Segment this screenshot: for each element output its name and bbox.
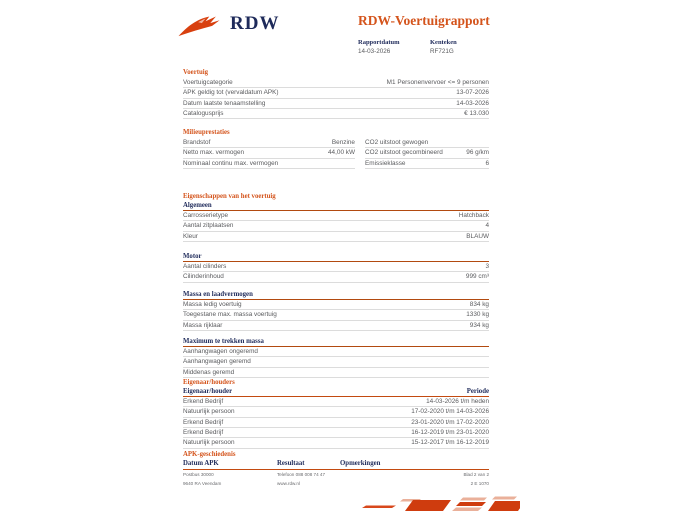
report-title: RDW-Voertuigrapport bbox=[358, 13, 490, 28]
report-date-value: 14-03-2026 bbox=[358, 48, 391, 55]
table-row bbox=[365, 159, 489, 169]
owner-type: Natuurlijk persoon bbox=[183, 439, 235, 447]
row-label: Nominaal continu max. vermogen bbox=[183, 159, 279, 167]
owner-period: 15-12-2017 t/m 16-12-2019 bbox=[411, 439, 489, 447]
milieu-columns bbox=[183, 138, 489, 169]
row-value: 3 bbox=[485, 263, 489, 271]
table-row bbox=[183, 272, 489, 282]
row-label: Aantal zitplaatsen bbox=[183, 222, 234, 230]
row-value: 13-07-2026 bbox=[456, 89, 489, 97]
row-label: Carrosserietype bbox=[183, 212, 229, 219]
row-label: CO2 uitstoot gewogen bbox=[365, 139, 429, 146]
table-row bbox=[183, 221, 489, 231]
row-label: Aantal cilinders bbox=[183, 263, 227, 271]
milieu-right-column bbox=[365, 138, 489, 169]
footer-address-1: Postbus 30000 bbox=[183, 472, 214, 477]
motor-rows bbox=[183, 262, 489, 283]
table-row bbox=[183, 78, 489, 88]
footer-line-2 bbox=[183, 481, 489, 486]
row-label: APK geldig tot (vervaldatum APK) bbox=[183, 89, 279, 97]
table-row bbox=[183, 438, 489, 448]
row-label: Catalogusprijs bbox=[183, 110, 224, 118]
section-title: Eigenschappen van het voertuig bbox=[183, 193, 276, 200]
section-apk-geschiedenis bbox=[183, 451, 489, 486]
column-header-remarks: Opmerkingen bbox=[340, 460, 381, 467]
row-value: Hatchback bbox=[458, 212, 489, 219]
row-value: M1 Personenvervoer <= 9 personen bbox=[386, 79, 489, 86]
section-voertuig bbox=[183, 69, 489, 119]
milieu-left-column bbox=[183, 138, 355, 169]
massa-rows bbox=[183, 300, 489, 331]
report-date bbox=[358, 39, 400, 55]
footer-phone: Telefoon 088 008 74 47 bbox=[277, 472, 326, 477]
footer-address-2: 9640 RA Veendam bbox=[183, 481, 222, 486]
row-value: 934 kg bbox=[469, 321, 489, 329]
owner-type: Erkend Bedrijf bbox=[183, 418, 224, 426]
column-header-owner: Eigenaar/houder bbox=[183, 388, 233, 395]
row-label: Toegestane max. massa voertuig bbox=[183, 311, 277, 319]
table-row bbox=[183, 138, 355, 148]
owner-period: 14-03-2026 t/m heden bbox=[426, 398, 489, 405]
row-value: Benzine bbox=[331, 139, 355, 146]
row-label: Massa rijklaar bbox=[183, 321, 223, 329]
report-date-label: Rapportdatum bbox=[358, 39, 400, 46]
row-label: Brandstof bbox=[183, 139, 211, 146]
column-header-result: Resultaat bbox=[277, 460, 305, 467]
owner-type: Erkend Bedrijf bbox=[183, 429, 224, 437]
subsection-title-algemeen: Algemeen bbox=[183, 202, 489, 211]
apk-table-header bbox=[183, 460, 489, 470]
table-row bbox=[183, 397, 489, 407]
row-value: 1330 kg bbox=[466, 311, 489, 319]
rdw-logo-text: RDW bbox=[230, 13, 280, 34]
table-row bbox=[183, 99, 489, 109]
row-label: Aanhangwagen geremd bbox=[183, 358, 251, 366]
footer-line-1 bbox=[183, 472, 489, 477]
trekken-rows bbox=[183, 347, 489, 378]
algemeen-rows bbox=[183, 211, 489, 242]
license-plate-label: Kenteken bbox=[430, 39, 457, 46]
row-value: 14-03-2026 bbox=[456, 99, 489, 107]
owners-rows bbox=[183, 397, 489, 449]
row-value: 96 g/km bbox=[466, 149, 489, 157]
page-indicator: Blad 2 van 2 bbox=[463, 472, 489, 477]
table-row bbox=[183, 357, 489, 367]
owner-period: 23-01-2020 t/m 17-02-2020 bbox=[411, 418, 489, 426]
row-label: Netto max. vermogen bbox=[183, 149, 245, 157]
table-row bbox=[183, 232, 489, 242]
column-header-apk-date: Datum APK bbox=[183, 460, 219, 467]
table-row bbox=[183, 368, 489, 378]
row-value: BLAUW bbox=[466, 232, 489, 240]
row-label: Voertuigcategorie bbox=[183, 79, 233, 86]
owner-type: Erkend Bedrijf bbox=[183, 398, 224, 405]
table-row bbox=[183, 428, 489, 438]
section-title: Milieuprestaties bbox=[183, 129, 230, 136]
table-row bbox=[183, 88, 489, 98]
row-value: 6 bbox=[485, 159, 489, 167]
footer-website: www.rdw.nl bbox=[277, 481, 300, 486]
table-row bbox=[183, 148, 355, 158]
row-label: Datum laatste tenaamstelling bbox=[183, 99, 266, 107]
owner-period: 16-12-2019 t/m 23-01-2020 bbox=[411, 429, 489, 437]
voertuig-rows bbox=[183, 78, 489, 119]
table-row bbox=[183, 262, 489, 272]
subsection-title-trekken: Maximum te trekken massa bbox=[183, 338, 489, 347]
owner-type: Natuurlijk persoon bbox=[183, 408, 235, 416]
row-label: Cilinderinhoud bbox=[183, 273, 224, 281]
section-title: APK-geschiedenis bbox=[183, 451, 236, 458]
owners-table-header bbox=[183, 388, 489, 397]
table-row bbox=[183, 159, 355, 169]
table-row bbox=[183, 418, 489, 428]
section-milieuprestaties bbox=[183, 129, 489, 169]
row-value: 999 cm³ bbox=[465, 273, 489, 281]
row-value: 4 bbox=[485, 222, 489, 230]
row-label: CO2 uitstoot gecombineerd bbox=[365, 149, 443, 157]
table-row bbox=[183, 321, 489, 331]
section-eigenaar-houders bbox=[183, 379, 489, 449]
footer-form-code: 2 E 1070 bbox=[470, 481, 489, 486]
table-row bbox=[183, 347, 489, 357]
row-label: Aanhangwagen ongeremd bbox=[183, 347, 258, 355]
row-label: Middenas geremd bbox=[183, 368, 235, 376]
table-row bbox=[183, 300, 489, 310]
section-title: Eigenaar/houders bbox=[183, 379, 235, 386]
row-label: Emissieklasse bbox=[365, 159, 406, 167]
rdw-logo bbox=[177, 10, 279, 38]
row-value: 44,00 kW bbox=[328, 149, 355, 157]
column-header-period: Periode bbox=[466, 388, 489, 395]
license-plate-value: RF721G bbox=[430, 48, 454, 55]
row-value: 834 kg bbox=[469, 300, 489, 308]
rdw-swoosh-icon bbox=[177, 10, 223, 38]
license-plate bbox=[430, 39, 457, 55]
section-title: Voertuig bbox=[183, 69, 209, 76]
section-eigenschappen bbox=[183, 193, 489, 378]
row-value: € 13.030 bbox=[464, 110, 489, 118]
subsection-title-massa: Massa en laadvermogen bbox=[183, 291, 489, 300]
table-row bbox=[183, 211, 489, 221]
row-label: Massa ledig voertuig bbox=[183, 300, 242, 308]
table-row bbox=[183, 109, 489, 119]
table-row bbox=[183, 407, 489, 417]
speed-lines-graphic-icon bbox=[360, 487, 520, 513]
subsection-title-motor: Motor bbox=[183, 253, 489, 262]
owner-period: 17-02-2020 t/m 14-03-2026 bbox=[411, 408, 489, 416]
table-row bbox=[365, 148, 489, 158]
table-row bbox=[183, 310, 489, 320]
table-row bbox=[365, 138, 489, 148]
row-label: Kleur bbox=[183, 232, 198, 240]
